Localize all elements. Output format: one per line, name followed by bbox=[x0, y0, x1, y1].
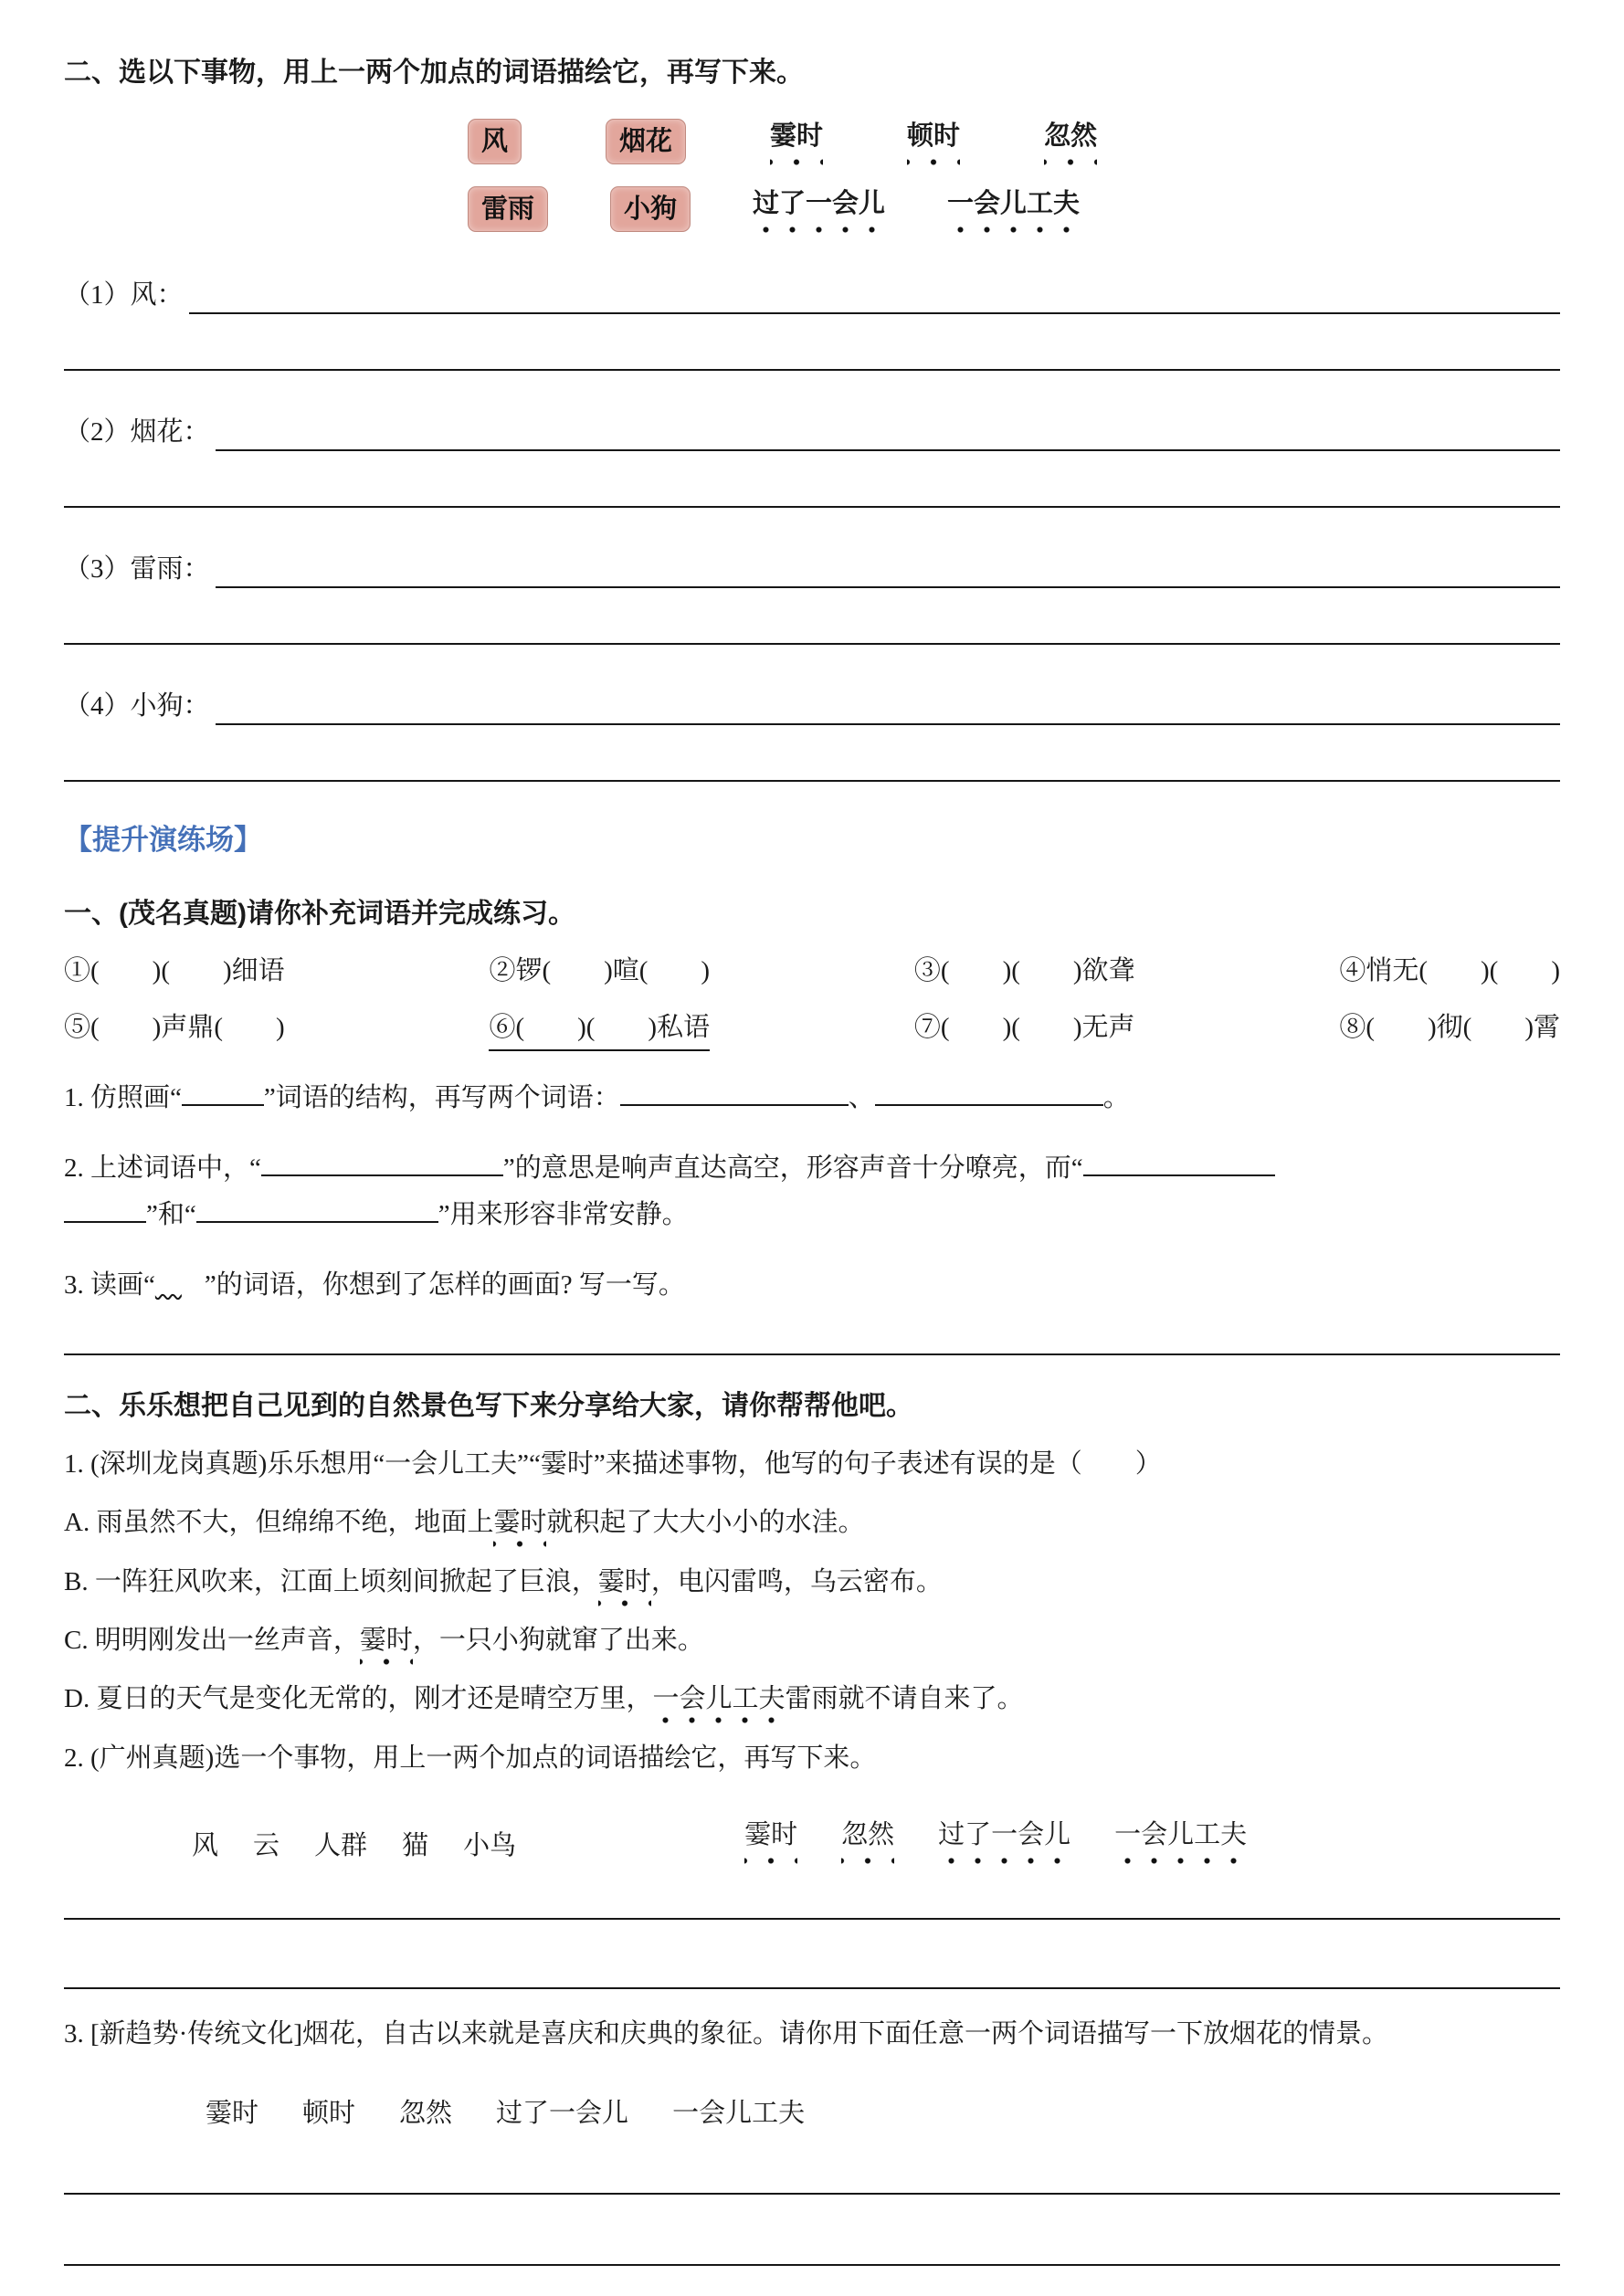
answer-line bbox=[64, 1918, 1560, 1920]
dotted-word: 一会儿工夫 bbox=[652, 1684, 785, 1724]
word-dunshi: 顿时 bbox=[302, 2098, 356, 2128]
fill-item-1 bbox=[64, 276, 1560, 371]
answer-line bbox=[64, 2264, 1560, 2266]
fill-item-label: （3）雷雨： bbox=[64, 553, 210, 584]
section2-title: 二、乐乐想把自己见到的自然景色写下来分享给大家，请你帮帮他吧。 bbox=[64, 1391, 913, 1422]
option-d: D. 夏日的天气是变化无常的，刚才还是晴空万里，一会儿工夫雷雨就不请自来了。 bbox=[64, 1678, 1560, 1720]
dotted-word: 霎时 bbox=[598, 1567, 651, 1607]
word-bank-row-2 bbox=[468, 184, 1560, 234]
question3-word-row bbox=[206, 2094, 1560, 2133]
word-bank-row-1 bbox=[468, 117, 1560, 166]
word-box-feng: 风 bbox=[468, 119, 522, 164]
answer-blank bbox=[875, 1078, 1103, 1106]
fill-blank-6-underlined: ⑥( )( )私语 bbox=[489, 1008, 710, 1051]
dotted-word-huran: 忽然 bbox=[841, 1816, 894, 1865]
word-yun: 云 bbox=[253, 1831, 280, 1861]
answer-blank bbox=[216, 420, 1560, 451]
fill-blank-8: ⑧( )彻( )霄 bbox=[1339, 1013, 1560, 1043]
answer-line bbox=[64, 1353, 1560, 1355]
word-fill-row-1 bbox=[64, 952, 1560, 990]
answer-line bbox=[64, 780, 1560, 782]
word-mao: 猫 bbox=[402, 1831, 429, 1861]
dotted-word-dunshi: 顿时 bbox=[907, 117, 960, 166]
section2-question1: 1. (深圳龙岗真题)乐乐想用“一会儿工夫”“霎时”来描述事物，他写的句子表述有误的是（ ） bbox=[64, 1448, 1162, 1479]
answer-blank bbox=[216, 694, 1560, 725]
answer-line bbox=[64, 369, 1560, 371]
fill-blank-5: ⑤( )声鼎( ) bbox=[64, 1013, 285, 1043]
answer-line bbox=[64, 643, 1560, 645]
fill-item-label: （1）风： bbox=[64, 279, 184, 310]
word-yihuirgongfu: 一会儿工夫 bbox=[672, 2098, 806, 2128]
option-c: C. 明明刚发出一丝声音，霎时，一只小狗就窜了出来。 bbox=[64, 1619, 1560, 1661]
word-guoleyihuir: 过了一会儿 bbox=[496, 2098, 629, 2128]
answer-blank bbox=[261, 1148, 503, 1176]
section1-question3: 3. 读画“ ”的词语，你想到了怎样的画面? 写一写。 bbox=[64, 1262, 1560, 1309]
answer-blank bbox=[189, 283, 1560, 314]
fill-blank-2: ②锣( )喧( ) bbox=[489, 956, 711, 986]
answer-blank bbox=[196, 1195, 438, 1223]
section2-question2: 2. (广州真题)选一个事物，用上一两个加点的词语描绘它，再写下来。 bbox=[64, 1743, 877, 1773]
wavy-blank bbox=[155, 1262, 205, 1309]
word-renqun: 人群 bbox=[314, 1831, 368, 1861]
dotted-word-yihuirgongfu: 一会儿工夫 bbox=[947, 184, 1080, 234]
option-a: A. 雨虽然不大，但绵绵不绝，地面上霎时就积起了大大小小的水洼。 bbox=[64, 1501, 1560, 1543]
section1-title: 一、(茂名真题)请你补充词语并完成练习。 bbox=[64, 898, 575, 929]
dotted-word-shashi: 霎时 bbox=[744, 1816, 797, 1865]
section1-question1: 1. 仿照画“ ”词语的结构，再写两个词语： 、 。 bbox=[64, 1075, 1560, 1122]
fill-blank-7: ⑦( )( )无声 bbox=[913, 1013, 1135, 1043]
word-shashi: 霎时 bbox=[206, 2098, 259, 2128]
fill-item-label: （2）烟花： bbox=[64, 416, 210, 447]
dotted-word-huran: 忽然 bbox=[1044, 117, 1097, 166]
dotted-word-shashi: 霎时 bbox=[770, 117, 823, 166]
dotted-word-guoleyihuir: 过了一会儿 bbox=[753, 184, 885, 234]
word-fill-row-2 bbox=[64, 1008, 1560, 1051]
dotted-word: 霎时 bbox=[493, 1508, 546, 1548]
word-box-leiyu: 雷雨 bbox=[468, 186, 548, 232]
fill-blank-1: ①( )( )细语 bbox=[64, 956, 285, 986]
fill-blank-3: ③( )( )欲聋 bbox=[913, 956, 1135, 986]
section2-question3: 3. [新趋势·传统文化]烟花，自古以来就是喜庆和庆典的象征。请你用下面任意一两个词语描写一下放烟花的情景。 bbox=[64, 2019, 1388, 2049]
fill-item-2 bbox=[64, 413, 1560, 508]
word-xiaoniao: 小鸟 bbox=[463, 1831, 517, 1861]
word-box-xiaogou: 小狗 bbox=[610, 186, 691, 232]
fill-item-3 bbox=[64, 550, 1560, 645]
question2-word-row bbox=[192, 1816, 1560, 1865]
word-feng: 风 bbox=[192, 1831, 219, 1861]
answer-blank bbox=[1083, 1148, 1275, 1176]
fill-item-4 bbox=[64, 687, 1560, 782]
dotted-word-guoleyihuir: 过了一会儿 bbox=[938, 1816, 1070, 1865]
answer-line bbox=[64, 2193, 1560, 2195]
answer-blank bbox=[620, 1078, 849, 1106]
fill-blank-4: ④悄无( )( ) bbox=[1339, 956, 1560, 986]
fill-item-label: （4）小狗： bbox=[64, 690, 210, 721]
answer-blank bbox=[216, 557, 1560, 588]
answer-line bbox=[64, 1987, 1560, 1989]
answer-blank bbox=[64, 1195, 146, 1223]
section1-question2: 2. 上述词语中，“ ”的意思是响声直达高空，形容声音十分嘹亮，而“ ”和“ ”用来形容非常安静。 bbox=[64, 1145, 1560, 1238]
promote-header: 【提升演练场】 bbox=[64, 823, 262, 856]
word-box-yanhua: 烟花 bbox=[606, 119, 686, 164]
answer-line bbox=[64, 506, 1560, 508]
dotted-word-yihuirgongfu: 一会儿工夫 bbox=[1114, 1816, 1247, 1865]
top-section-title: 二、选以下事物，用上一两个加点的词语描绘它，再写下来。 bbox=[64, 58, 804, 88]
option-b: B. 一阵狂风吹来，江面上顷刻间掀起了巨浪，霎时，电闪雷鸣，乌云密布。 bbox=[64, 1561, 1560, 1603]
word-huran: 忽然 bbox=[399, 2098, 453, 2128]
quote-blank bbox=[182, 1078, 264, 1106]
dotted-word: 霎时 bbox=[360, 1626, 413, 1666]
